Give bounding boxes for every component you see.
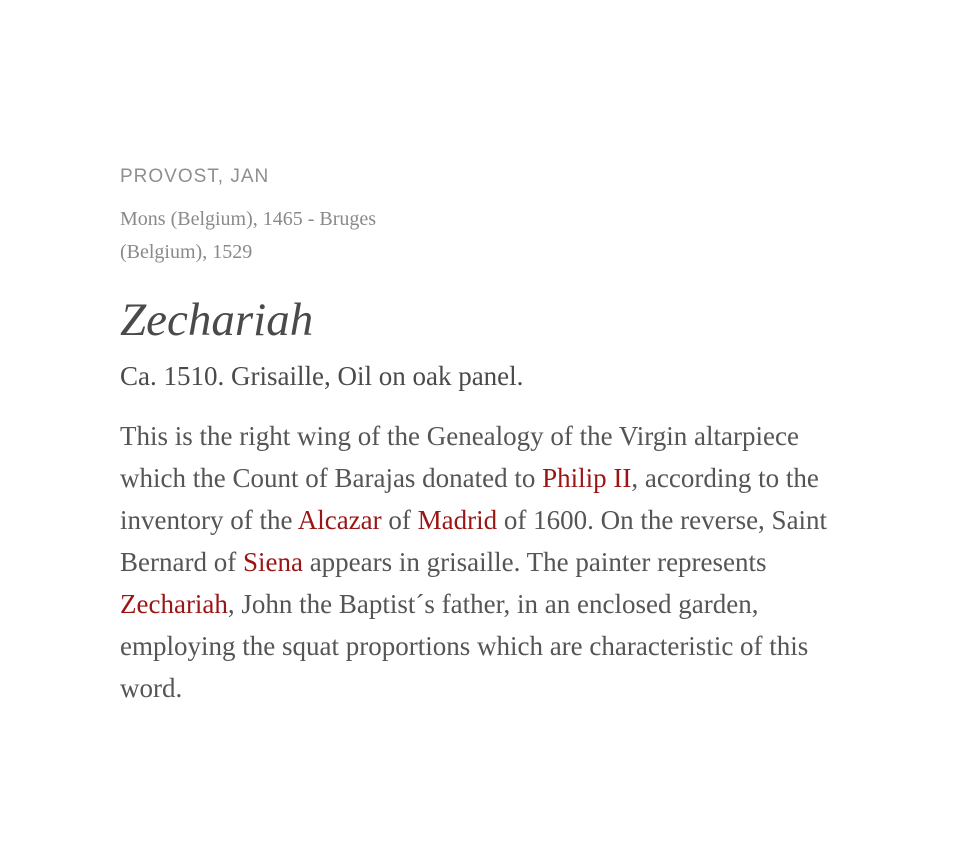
description-text: appears in grisaille. The painter represents bbox=[302, 547, 767, 577]
artwork-meta: Ca. 1510. Grisaille, Oil on oak panel. bbox=[120, 361, 524, 391]
link-madrid[interactable]: Madrid bbox=[417, 505, 498, 535]
description-text: , John the Baptist´s father, in an enclosed garden, employing the squat proportions which are characteristic of this word. bbox=[120, 589, 809, 703]
artwork-card bbox=[120, 163, 880, 709]
artwork-description bbox=[120, 415, 868, 709]
link-zechariah[interactable]: Zechariah bbox=[120, 589, 228, 619]
artist-name: PROVOST, JAN bbox=[120, 166, 270, 187]
link-siena[interactable]: Siena bbox=[242, 547, 303, 577]
link-alcazar[interactable]: Alcazar bbox=[297, 505, 382, 535]
description-text: of 1600. On the reverse, Saint Bernard of bbox=[120, 505, 828, 577]
artwork-title: Zechariah bbox=[120, 294, 314, 346]
description-text: of bbox=[381, 505, 418, 535]
link-philip-ii[interactable]: Philip II bbox=[542, 463, 632, 493]
description-text: This is the right wing of the Genealogy of the Virgin altarpiece which the Count of Barajas donated to bbox=[120, 421, 799, 493]
artist-dates: Mons (Belgium), 1465 - Bruges (Belgium), 1529 bbox=[120, 208, 377, 263]
description-text: , according to the inventory of the bbox=[120, 463, 819, 535]
